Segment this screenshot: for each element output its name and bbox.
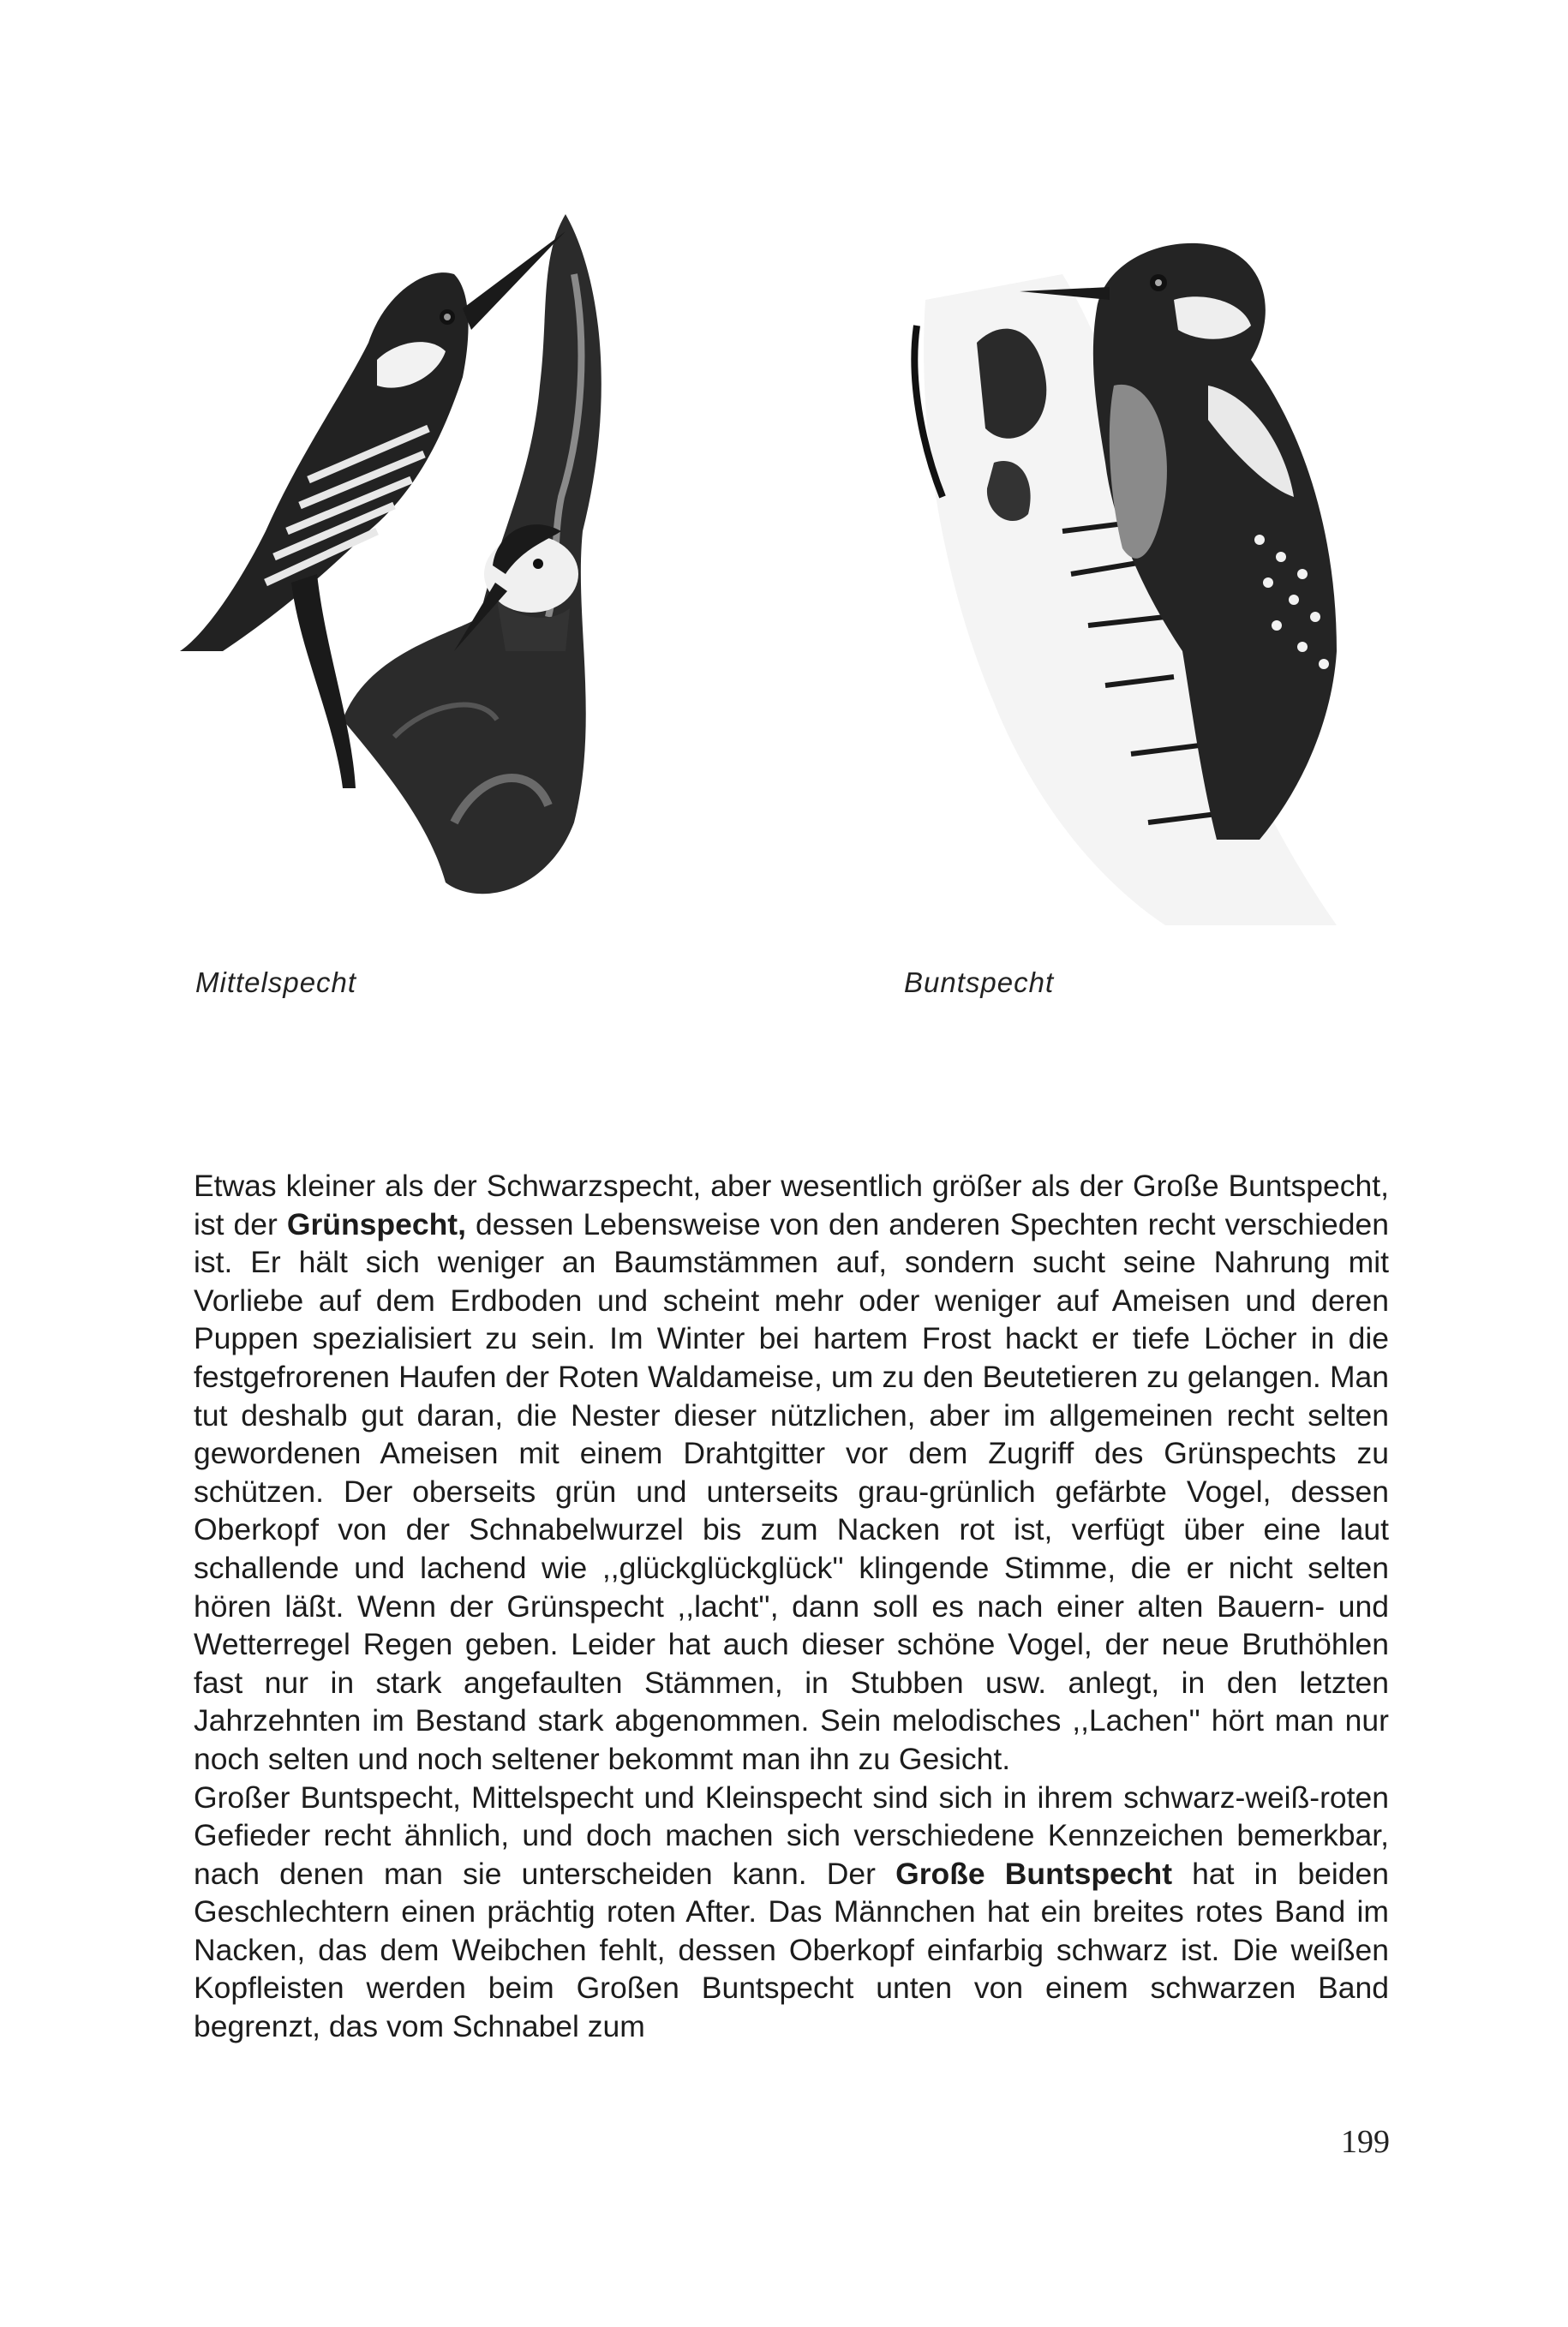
buntspecht-illustration	[891, 171, 1422, 925]
term-gruenspecht: Grünspecht,	[286, 1206, 466, 1241]
text-span: Etwas kleiner als der Schwarzspecht, aber wesentlich größer als der Große Buntspecht, ist der	[194, 1169, 1389, 1241]
body-text	[194, 1167, 1389, 2046]
text-span: Großer Buntspecht, Mittelspecht und Kleinspecht sind sich in ihrem schwarz-weiß-roten Gefieder recht ähnlich, und doch machen sich verschiedene Kennzeichen bemerkbar, nach denen man sie unterscheiden kann. Der	[194, 1780, 1389, 1891]
mittelspecht-illustration	[171, 171, 703, 925]
page-number: 199	[1341, 2124, 1390, 2160]
caption-mittelspecht: Mittelspecht	[195, 966, 357, 998]
text-span: hat in beiden Geschlechtern einen prächtig roten After. Das Männchen hat ein breites rotes Band im Nacken, das dem Weibchen fehlt, dessen Oberkopf einfarbig schwarz ist. Die weißen Kopfleisten werden beim Großen Buntspecht unten von einem schwarzen Band begrenzt, das vom Schnabel zum	[194, 1856, 1389, 2044]
term-grosser-buntspecht: Große Buntspecht	[895, 1856, 1173, 1891]
caption-buntspecht: Buntspecht	[904, 966, 1055, 998]
paragraph	[194, 1167, 1389, 1779]
text-span: dessen Lebensweise von den anderen Spechten recht verschieden ist. Er hält sich weniger an Baumstämmen auf, sondern sucht seine Nahrung mit Vorliebe auf dem Erdboden und scheint mehr oder weniger auf Ameisen und deren Puppen spezialisiert zu sein. Im Winter bei hartem Frost hackt er tiefe Löcher in die festgefrorenen Haufen der Roten Waldameise, um zu den Beutetieren zu gelangen. Man tut deshalb gut daran, die Nester dieser nützlichen, aber im allgemeinen recht selten gewordenen Ameisen mit einem Drahtgitter vor dem Zugriff des Grünspechts zu schützen. Der oberseits grün und unterseits grau-grünlich gefärbte Vogel, dessen Oberkopf von der Schnabelwurzel bis zum Nacken rot ist, verfügt über eine laut schallende und lachend wie ,,glückglückglück'' klingende Stimme, die er nicht selten hören läßt. Wenn der Grünspecht ,,lacht'', dann soll es nach einer alten Bauern- und Wetterregel Regen geben. Leider hat auch dieser schöne Vogel, der neue Bruthöhlen fast nur in stark angefaulten Stämmen, in Stubben usw. anlegt, in den letzten Jahrzehnten im Bestand stark abgenommen. Sein melodisches ,,Lachen'' hört man nur noch selten und noch seltener bekommt man ihn zu Gesicht.	[194, 1206, 1389, 1776]
paragraph	[194, 1779, 1389, 2046]
